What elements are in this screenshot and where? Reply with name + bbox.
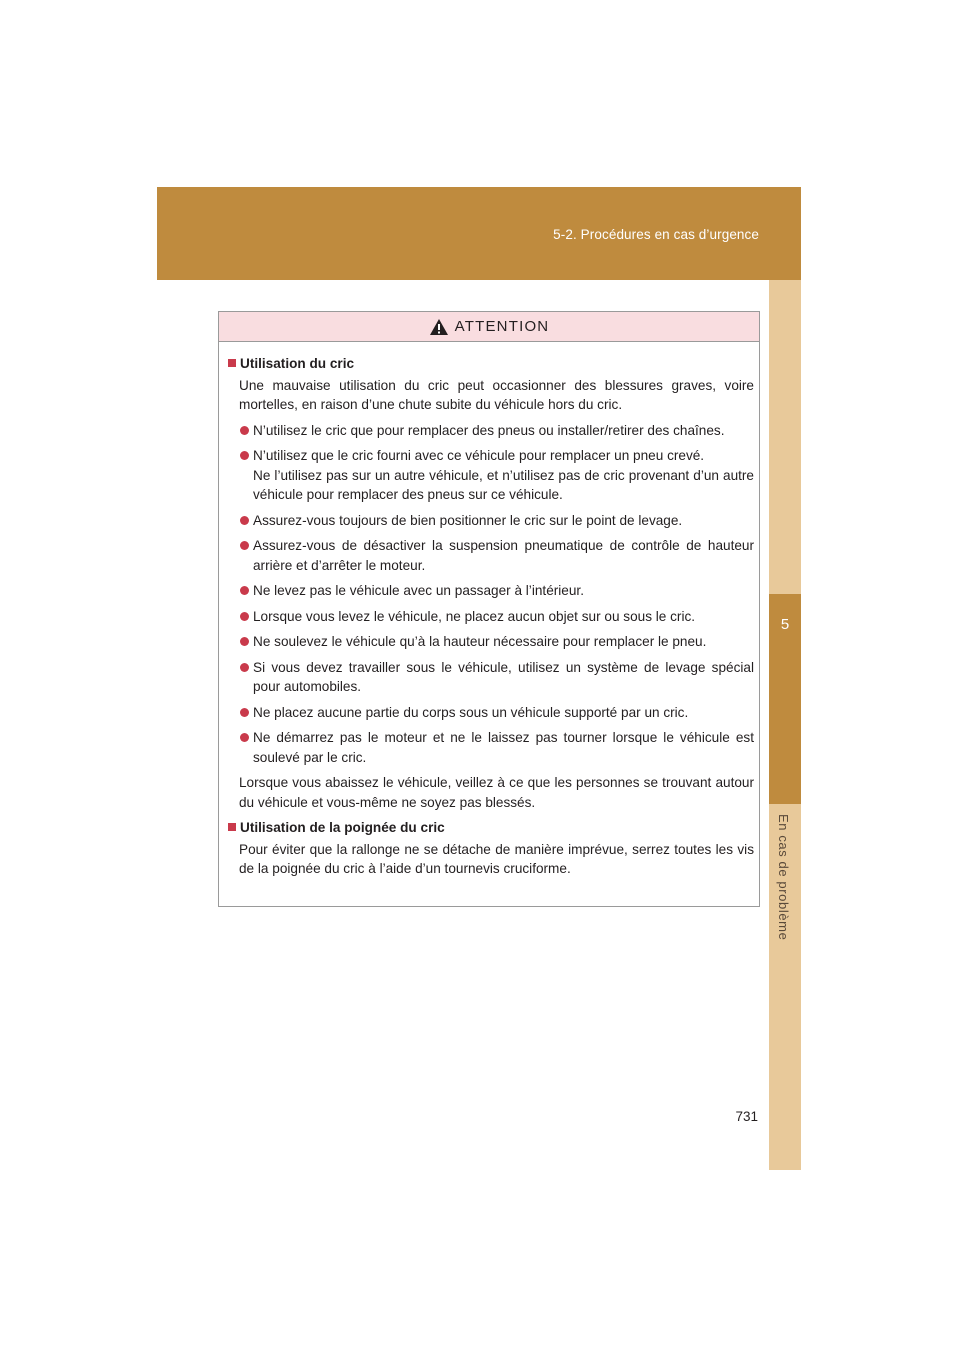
page-number: 731 — [735, 1109, 758, 1124]
warning-header — [219, 312, 759, 342]
bullet-text: Assurez-vous de désactiver la suspension pneumatique de contrôle de hauteur arrière et d’arrêter le moteur. — [253, 538, 754, 573]
bullet-item — [228, 632, 754, 652]
bullet-item — [228, 607, 754, 627]
warning-title: ATTENTION — [454, 318, 550, 335]
section-title: 5-2. Procédures en cas d’urgence — [553, 227, 759, 242]
bullet-text: Assurez-vous toujours de bien positionner le cric sur le point de levage. — [253, 512, 683, 528]
bullet-item — [228, 421, 754, 441]
bullet-text: Ne levez pas le véhicule avec un passager à l’intérieur. — [253, 583, 584, 598]
chapter-tab — [769, 594, 801, 804]
bullet-item — [228, 581, 754, 601]
warning-triangle-icon — [429, 318, 449, 336]
warning-box — [218, 311, 760, 907]
chapter-number: 5 — [780, 616, 790, 633]
bullet-item — [228, 703, 754, 723]
bullet-text: N’utilisez que le cric fourni avec ce véhicule pour remplacer un pneu crevé. — [253, 448, 705, 463]
bullet-text: Lorsque vous levez le véhicule, ne placez aucun objet sur ou sous le cric. — [253, 608, 696, 624]
paragraph-handle: Pour éviter que la rallonge ne se détache de manière imprévue, serrez toutes les vis de la poignée du cric à l’aide d’un tournevis cruciforme. — [239, 841, 754, 876]
bullet-text: Ne démarrez pas le moteur et ne le laissez pas tourner lorsque le véhicule est soulevé par le cric. — [253, 730, 754, 765]
bullet-text: Ne soulevez le véhicule qu’à la hauteur nécessaire pour remplacer le pneu. — [253, 634, 707, 649]
bullet-text: Ne placez aucune partie du corps sous un véhicule supporté par un cric. — [253, 704, 689, 720]
paragraph-outro: Lorsque vous abaissez le véhicule, veillez à ce que les personnes se trouvant autour du véhicule et vous-même ne soyez pas blessés. — [239, 775, 754, 810]
paragraph-intro: Une mauvaise utilisation du cric peut occasionner des blessures graves, voire mortelles, en raison d’une chute subite du véhicule hors du cric. — [239, 377, 754, 412]
bullet-item — [228, 728, 754, 767]
warning-content — [219, 342, 759, 879]
bullet-text: N’utilisez le cric que pour remplacer des pneus ou installer/retirer des chaînes. — [253, 422, 725, 438]
bullet-text: Si vous devez travailler sous le véhicule, utilisez un système de levage spécial pour automobiles. — [253, 659, 754, 694]
bullet-item — [228, 446, 754, 505]
bullet-item — [228, 658, 754, 697]
bullet-text: Ne l’utilisez pas sur un autre véhicule, et n’utilisez pas de cric provenant d’un autre véhicule pour remplacer des pneus sur ce véhicule. — [253, 467, 754, 502]
chapter-label: En cas de problème — [776, 814, 791, 941]
section-heading-handle: Utilisation de la poignée du cric — [228, 818, 754, 838]
section-heading-cric: Utilisation du cric — [228, 354, 754, 374]
bullet-item — [228, 511, 754, 531]
header-band — [157, 187, 801, 280]
bullet-item — [228, 536, 754, 575]
